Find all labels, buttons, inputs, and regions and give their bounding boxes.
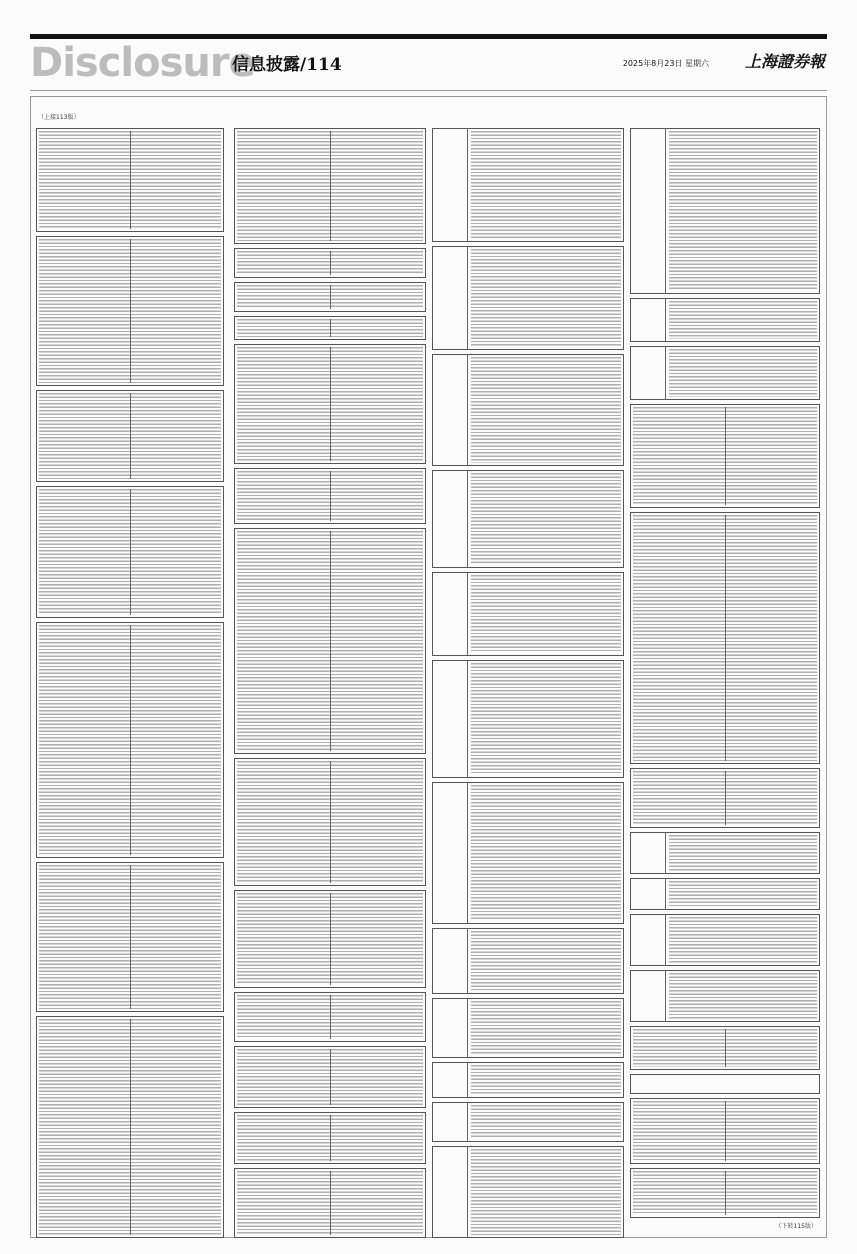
- disclosure-text-block: [630, 1168, 820, 1218]
- disclosure-text-block: [234, 468, 426, 524]
- disclosure-text-block: [432, 660, 624, 778]
- disclosure-text-block: [234, 282, 426, 312]
- disclosure-text-block: [36, 236, 224, 386]
- disclosure-text-block: [234, 316, 426, 340]
- section-title: 信息披露/114: [232, 55, 342, 75]
- disclosure-text-block: [432, 928, 624, 994]
- disclosure-text-block: [36, 390, 224, 482]
- disclosure-text-block: [36, 862, 224, 1012]
- disclosure-text-block: [36, 1016, 224, 1238]
- disclosure-text-block: [234, 758, 426, 886]
- disclosure-text-block: [630, 832, 820, 874]
- disclosure-text-block: [432, 1062, 624, 1098]
- disclosure-text-block: [234, 344, 426, 464]
- disclosure-text-block: [432, 572, 624, 656]
- disclosure-text-block: [36, 128, 224, 232]
- disclosure-text-block: [234, 128, 426, 244]
- disclosure-text-block: [234, 1046, 426, 1108]
- continued-from-label: （上接113版）: [38, 114, 80, 121]
- masthead-top-rule: [30, 34, 827, 39]
- disclosure-text-block: [630, 404, 820, 508]
- disclosure-text-block: [432, 354, 624, 466]
- disclosure-text-block: [432, 1102, 624, 1142]
- disclosure-text-block: [630, 512, 820, 764]
- disclosure-text-block: [630, 878, 820, 910]
- disclosure-text-block: [234, 528, 426, 754]
- disclosure-text-block: [432, 470, 624, 568]
- disclosure-logo: Disclosure: [30, 40, 255, 86]
- disclosure-text-block: [234, 890, 426, 988]
- disclosure-text-block: [432, 128, 624, 242]
- disclosure-text-block: [630, 970, 820, 1022]
- disclosure-text-block: [630, 1026, 820, 1070]
- disclosure-text-block: [36, 622, 224, 858]
- disclosure-text-block: [630, 914, 820, 966]
- continued-to-label: （下转115版）: [775, 1223, 817, 1230]
- masthead: [30, 40, 827, 86]
- disclosure-text-block: [234, 248, 426, 278]
- disclosure-text-block: [234, 1168, 426, 1238]
- newspaper-name: 上海證券報: [744, 52, 825, 71]
- disclosure-text-block: [630, 298, 820, 342]
- masthead-bottom-rule: [30, 90, 827, 91]
- disclosure-text-block: [432, 782, 624, 924]
- disclosure-text-block: [630, 1074, 820, 1094]
- disclosure-text-block: [432, 246, 624, 350]
- disclosure-text-block: [630, 1098, 820, 1164]
- issue-date: 2025年8月23日 星期六: [622, 59, 709, 68]
- disclosure-text-block: [234, 1112, 426, 1164]
- disclosure-text-block: [630, 346, 820, 400]
- disclosure-text-block: [630, 128, 820, 294]
- disclosure-text-block: [234, 992, 426, 1042]
- disclosure-text-block: [432, 998, 624, 1058]
- disclosure-text-block: [630, 768, 820, 828]
- disclosure-text-block: [36, 486, 224, 618]
- disclosure-text-block: [432, 1146, 624, 1238]
